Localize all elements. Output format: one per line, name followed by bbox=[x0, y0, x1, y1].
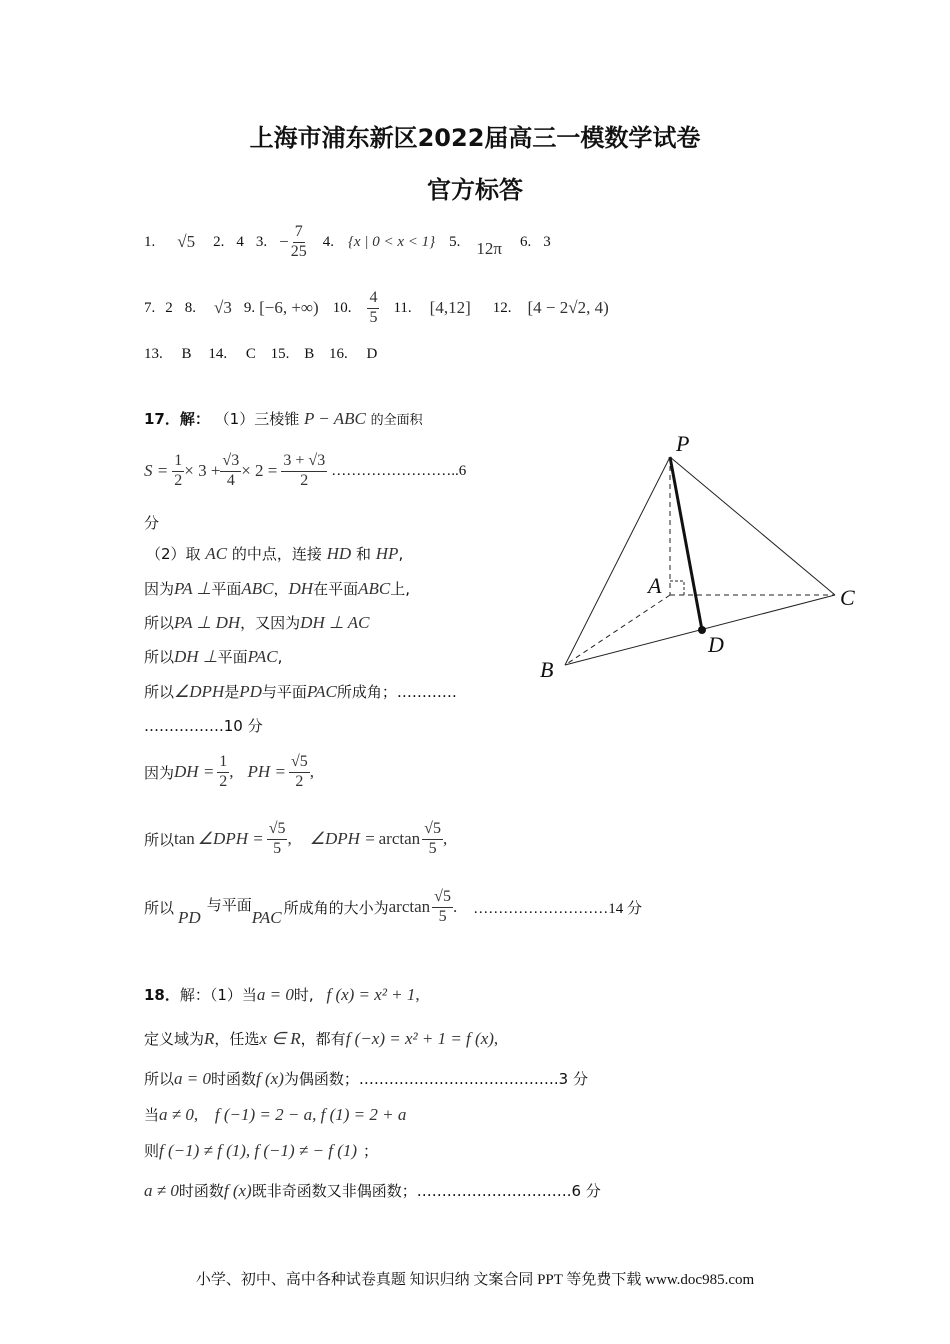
answer-value: 2 bbox=[165, 299, 173, 316]
answer-value: D bbox=[366, 346, 378, 362]
answer-number: 9. bbox=[243, 299, 256, 316]
q18-line-3: 所以a = 0时函数f (x)为偶函数；………………………………….3 分 bbox=[144, 1069, 588, 1088]
answer-value: [−6, +∞) bbox=[259, 298, 319, 317]
q18-line-5: 则f (−1) ≠ f (1), f (−1) ≠ − f (1) ； bbox=[144, 1141, 379, 1160]
answer-number: 12. bbox=[492, 299, 512, 316]
answer-value: [4 − 2√2, 4) bbox=[527, 298, 609, 317]
answer-value: 4 bbox=[236, 233, 244, 250]
edge-pb bbox=[565, 457, 670, 665]
answer-value: [4,12] bbox=[429, 298, 471, 317]
score-dots: ……………………..6 bbox=[331, 462, 467, 479]
answer-number: 1. bbox=[144, 233, 156, 250]
q17-line-7: 所以 tan ∠DPH = $\frac{√5}{5}$ , ∠DPH = arctan $\frac{√5}{5}$ , bbox=[144, 820, 448, 857]
answer-number: 11. bbox=[393, 299, 412, 316]
q18-line-4: 当a ≠ 0, f (−1) = 2 − a, f (1) = 2 + a bbox=[144, 1105, 407, 1124]
label-b: B bbox=[540, 657, 554, 682]
answer-value: B bbox=[181, 346, 192, 362]
label-c: C bbox=[840, 585, 855, 610]
answer-value: − bbox=[279, 232, 289, 251]
answer-number: 10. bbox=[332, 299, 352, 316]
q18-label: 18． bbox=[144, 986, 180, 1004]
pyramid-figure bbox=[530, 425, 870, 685]
answer-row-2 bbox=[144, 286, 609, 330]
label-a: A bbox=[648, 573, 662, 598]
answer-number: 4. bbox=[322, 233, 334, 250]
page-footer: 小学、初中、高中各种试卷真题 知识归纳 文案合同 PPT 等免费下载 www.doc985.com bbox=[195, 1272, 755, 1288]
q17-label: 17．解： bbox=[144, 410, 210, 428]
page-title: 上海市浦东新区2022届高三一模数学试卷 bbox=[249, 124, 701, 152]
answer-number: 8. bbox=[184, 299, 196, 316]
label-p: P bbox=[676, 431, 690, 456]
q17-line-4: 所以∠DPH是PD与平面PAC所成角；………… bbox=[144, 682, 457, 701]
answer-number: 2. bbox=[213, 233, 225, 250]
answer-value: {x | 0 < x < 1} bbox=[347, 233, 436, 250]
answer-value: √5 bbox=[177, 232, 196, 251]
q17-line-3: 所以DH ⊥平面PAC, bbox=[144, 647, 283, 666]
q17-line-2: 所以PA ⊥ DH，又因为DH ⊥ AC bbox=[144, 613, 370, 632]
q18-line-2: 定义域为R，任选x ∈ R，都有f (−x) = x² + 1 = f (x), bbox=[144, 1029, 499, 1048]
q17-area-formula: S = $\frac{1}{2}$ × 3 + $\frac{√3}{4}$ × 2 = $\frac{3 + √3}{2}$ ……………………..6 bbox=[144, 452, 467, 489]
answer-number: 15. bbox=[270, 346, 290, 362]
answer-row-3 bbox=[144, 344, 377, 363]
point-d bbox=[698, 626, 706, 634]
q17-fen: 分 bbox=[144, 514, 160, 532]
q17-line-5: …………….10 分 bbox=[144, 717, 263, 735]
answer-value: C bbox=[245, 346, 256, 362]
label-d: D bbox=[708, 632, 724, 657]
edge-pc bbox=[670, 457, 835, 595]
answer-number: 5. bbox=[449, 233, 461, 250]
q17-line-1: 因为PA ⊥平面ABC，DH在平面ABC上, bbox=[144, 579, 410, 598]
q18-line-1: 18．解：（1）当a = 0时, f (x) = x² + 1, bbox=[144, 985, 420, 1004]
answer-value: 3 bbox=[543, 233, 551, 250]
answer-number: 6. bbox=[519, 233, 532, 250]
score-dots: ………………………14 分 bbox=[473, 900, 642, 917]
answer-number: 3. bbox=[255, 233, 268, 250]
page-subtitle: 官方标答 bbox=[427, 176, 523, 204]
answer-number: 13. bbox=[144, 346, 163, 362]
q17-part1-heading: 17．解： （1）三棱锥 P − ABC 的全面积 bbox=[144, 409, 423, 428]
answer-value: B bbox=[304, 346, 315, 362]
answer-row-1 bbox=[144, 222, 551, 262]
answer-number: 16. bbox=[328, 346, 348, 362]
answer-value: 12π bbox=[476, 239, 502, 258]
q17-part2-intro: （2）取 AC 的中点，连接 HD 和 HP, bbox=[146, 544, 404, 563]
edge-ab bbox=[565, 595, 670, 665]
q17-line-6: 因为 DH = $\frac{1}{2}$ , PH = $\frac{√5}{2}$ , bbox=[144, 753, 314, 790]
answer-fraction: $\frac{4}{5}$ bbox=[369, 289, 378, 326]
q17-line-8: 所以 PD 与平面 PAC 所成角的大小为 arctan $\frac{√5}{5}$ . ………………………14 分 bbox=[144, 888, 642, 927]
answer-number: 7. bbox=[144, 299, 156, 316]
q18-line-6: a ≠ 0时函数f (x)既非奇函数又非偶函数；………………………….6 分 bbox=[144, 1181, 601, 1200]
answer-value: √3 bbox=[214, 298, 232, 317]
answer-number: 14. bbox=[208, 346, 228, 362]
edge-pd bbox=[670, 457, 702, 630]
right-angle-mark bbox=[670, 581, 684, 595]
answer-fraction: $\frac{7}{25}$ bbox=[290, 223, 307, 260]
